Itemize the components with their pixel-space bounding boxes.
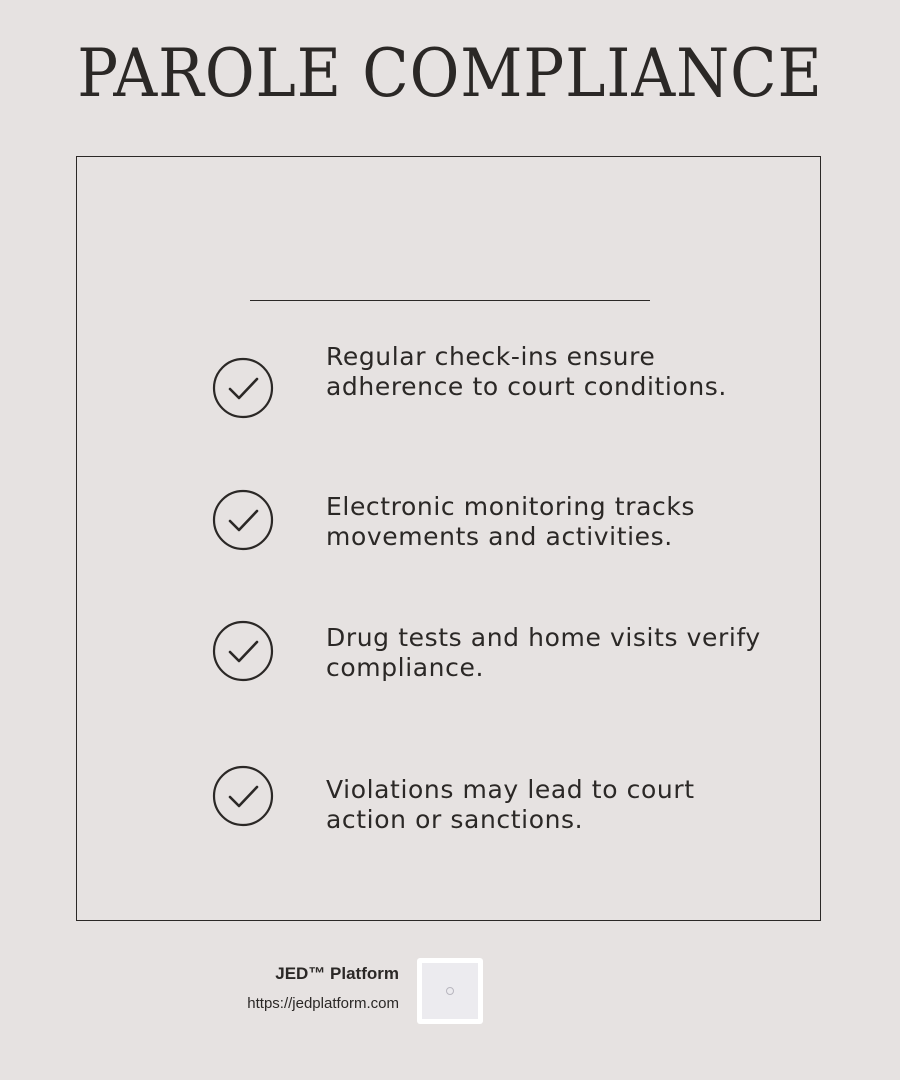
check-circle-icon: [212, 357, 274, 419]
list-item-text: Electronic monitoring tracks movements and activities.: [326, 492, 696, 551]
divider: [250, 300, 650, 301]
footer-brand: JED™ Platform: [275, 964, 399, 983]
check-circle-icon: [212, 620, 274, 682]
list-item-text: Drug tests and home visits verify compliance.: [326, 623, 761, 682]
check-circle-icon: [212, 765, 274, 827]
check-circle-icon: [212, 489, 274, 551]
footer-url[interactable]: https://jedplatform.com: [247, 995, 399, 1012]
qr-code-placeholder: [422, 963, 478, 1019]
image-placeholder-icon: [446, 987, 454, 995]
qr-code-image: [417, 958, 483, 1024]
list-item-text: Regular check-ins ensure adherence to court conditions.: [326, 342, 727, 401]
page-title: PAROLE COMPLIANCE: [77, 35, 823, 112]
list-item-text: Violations may lead to court action or sanctions.: [326, 775, 695, 834]
